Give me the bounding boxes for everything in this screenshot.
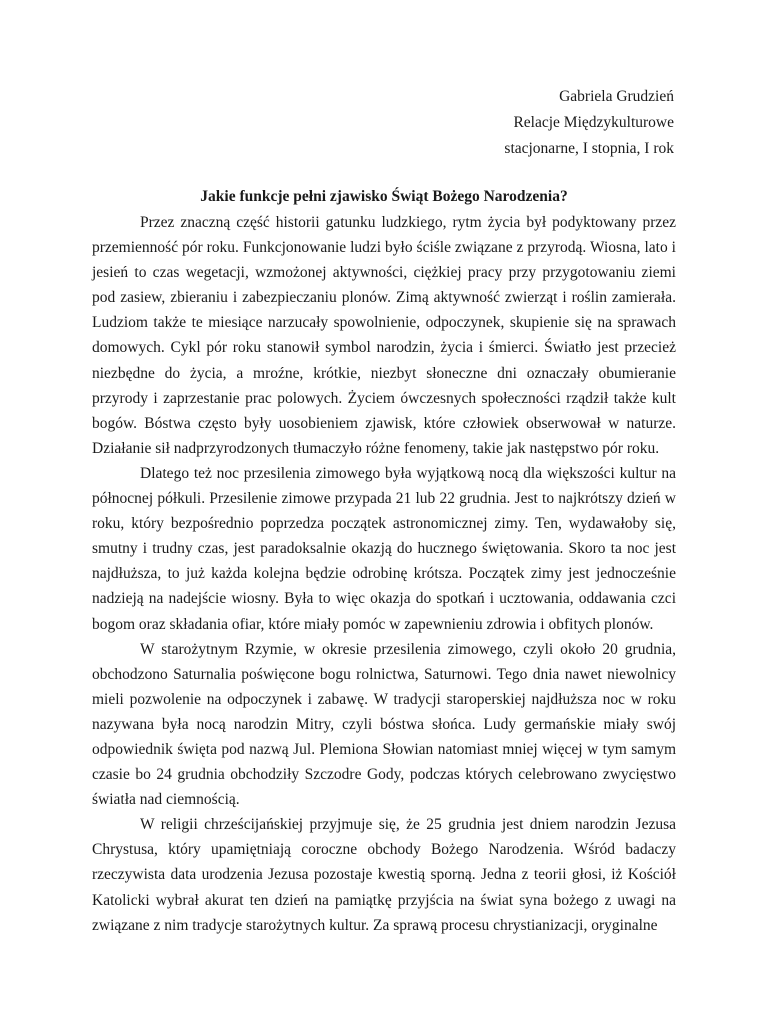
- document-body: [92, 210, 676, 938]
- paragraph-4: W religii chrześcijańskiej przyjmuje się, że 25 grudnia jest dniem narodzin Jezusa Chrystusa, który upamiętniają coroczne obchody Bożego Narodzenia. Wśród badaczy rzeczywista data urodzenia Jezusa pozostaje kwestią sporną. Jedna z teorii głosi, iż Kościół Katolicki wybrał akurat ten dzień na pamiątkę przyjścia na świat syna bożego z uwagi na związane z nim tradycje starożytnych kultur. Za sprawą procesu chrystianizacji, oryginalne: [92, 816, 676, 934]
- paragraph-1: Przez znaczną część historii gatunku ludzkiego, rytm życia był podyktowany przez przemienność pór roku. Funkcjonowanie ludzi było ściśle związane z przyrodą. Wiosna, lato i jesień to czas wegetacji, wzmożonej aktywności, ciężkiej pracy przy przygotowaniu ziemi pod zasiew, zbieraniu i zabezpieczaniu plonów. Zimą aktywność zwierząt i roślin zamierała. Ludziom także te miesiące narzucały spowolnienie, odpoczynek, skupienie się na sprawach domowych. Cykl pór roku stanowił symbol narodzin, życia i śmierci. Światło jest przecież niezbędne do życia, a mroźne, krótkie, niezbyt słoneczne dni oznaczały obumieranie przyrody i zaprzestanie prac polowych. Życiem ówczesnych społeczności rządził także kult bogów. Bóstwa często były uosobieniem zjawisk, które człowiek obserwował w naturze. Działanie sił nadprzyrodzonych tłumaczyło różne fenomeny, takie jak następstwo pór roku.: [92, 214, 676, 457]
- study-mode: stacjonarne, I stopnia, I rok: [504, 140, 674, 157]
- paragraph-3: W starożytnym Rzymie, w okresie przesilenia zimowego, czyli około 20 grudnia, obchodzono Saturnalia poświęcone bogu rolnictwa, Saturnowi. Tego dnia nawet niewolnicy mieli pozwolenie na odpoczynek i zabawę. W tradycji staroperskiej najdłuższa noc w roku nazywana była nocą narodzin Mitry, czyli bóstwa słońca. Ludy germańskie miały swój odpowiednik święta pod nazwą Jul. Plemiona Słowian natomiast mniej więcej w tym samym czasie bo 24 grudnia obchodziły Szczodre Gody, podczas których celebrowano zwycięstwo światła nad ciemnością.: [92, 640, 676, 809]
- author-name: Gabriela Grudzień: [559, 88, 674, 105]
- paragraph-2: Dlatego też noc przesilenia zimowego była wyjątkową nocą dla większości kultur na północnej półkuli. Przesilenie zimowe przypada 21 lub 22 grudnia. Jest to najkrótszy dzień w roku, który bezpośrednio poprzedza początek astronomicznej zimy. Ten, wydawałoby się, smutny i trudny czas, jest paradoksalnie okazją do hucznego świętowania. Skoro ta noc jest najdłuższa, to już każda kolejna będzie odrobinę krótsza. Początek zimy jest jednocześnie nadzieją na nadejście wiosny. Była to więc okazja do spotkań i ucztowania, oddawania czci bogom oraz składania ofiar, które miały pomóc w zapewnieniu zdrowia i obfitych plonów.: [92, 464, 676, 633]
- document-title: Jakie funkcje pełni zjawisko Świąt Bożego Narodzenia?: [200, 188, 568, 205]
- author-header: [504, 84, 674, 162]
- course-name: Relacje Międzykulturowe: [513, 114, 674, 131]
